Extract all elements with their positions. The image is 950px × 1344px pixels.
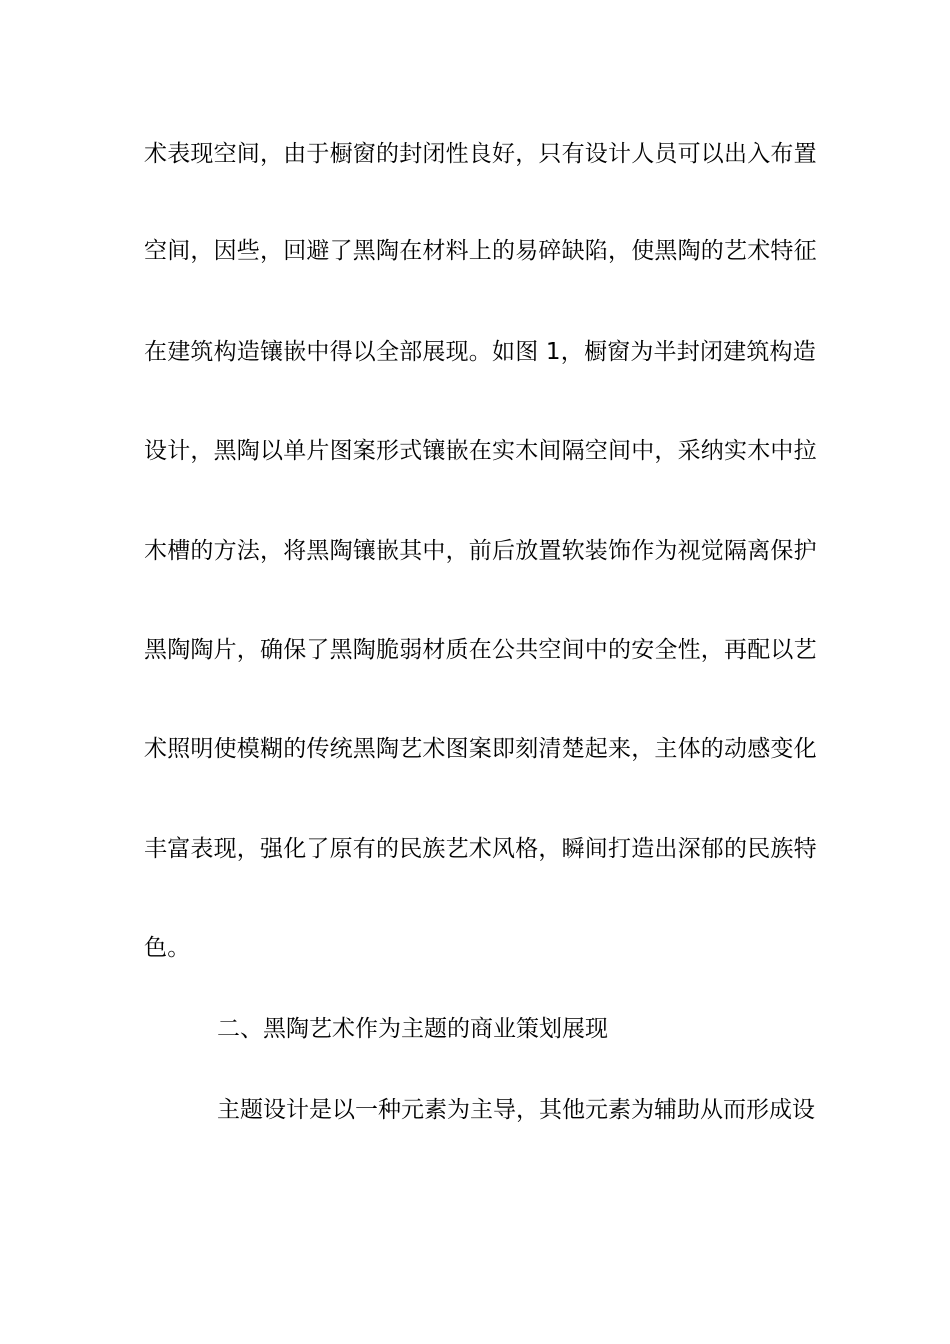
paragraph-line: 术照明使模糊的传统黑陶艺术图案即刻清楚起来，主体的动感变化 [144, 736, 817, 762]
paragraph-line: 黑陶陶片，确保了黑陶脆弱材质在公共空间中的安全性，再配以艺 [144, 637, 817, 663]
paragraph-line: 在建筑构造镶嵌中得以全部展现。如图 1，橱窗为半封闭建筑构造 [144, 339, 816, 365]
paragraph-line: 空间，因些，回避了黑陶在材料上的易碎缺陷，使黑陶的艺术特征 [144, 238, 817, 264]
paragraph-line: 术表现空间，由于橱窗的封闭性良好，只有设计人员可以出入布置 [144, 141, 817, 167]
paragraph-line: 木槽的方法，将黑陶镶嵌其中，前后放置软装饰作为视觉隔离保护 [144, 538, 817, 564]
paragraph-line: 丰富表现，强化了原有的民族艺术风格，瞬间打造出深郁的民族特 [144, 836, 817, 862]
paragraph-line: 主题设计是以一种元素为主导，其他元素为辅助从而形成设 [217, 1097, 815, 1123]
paragraph-line: 设计，黑陶以单片图案形式镶嵌在实木间隔空间中，采纳实木中拉 [144, 438, 817, 464]
paragraph-line: 色。 [144, 935, 191, 961]
section-heading: 二、黑陶艺术作为主题的商业策划展现 [217, 1016, 608, 1042]
